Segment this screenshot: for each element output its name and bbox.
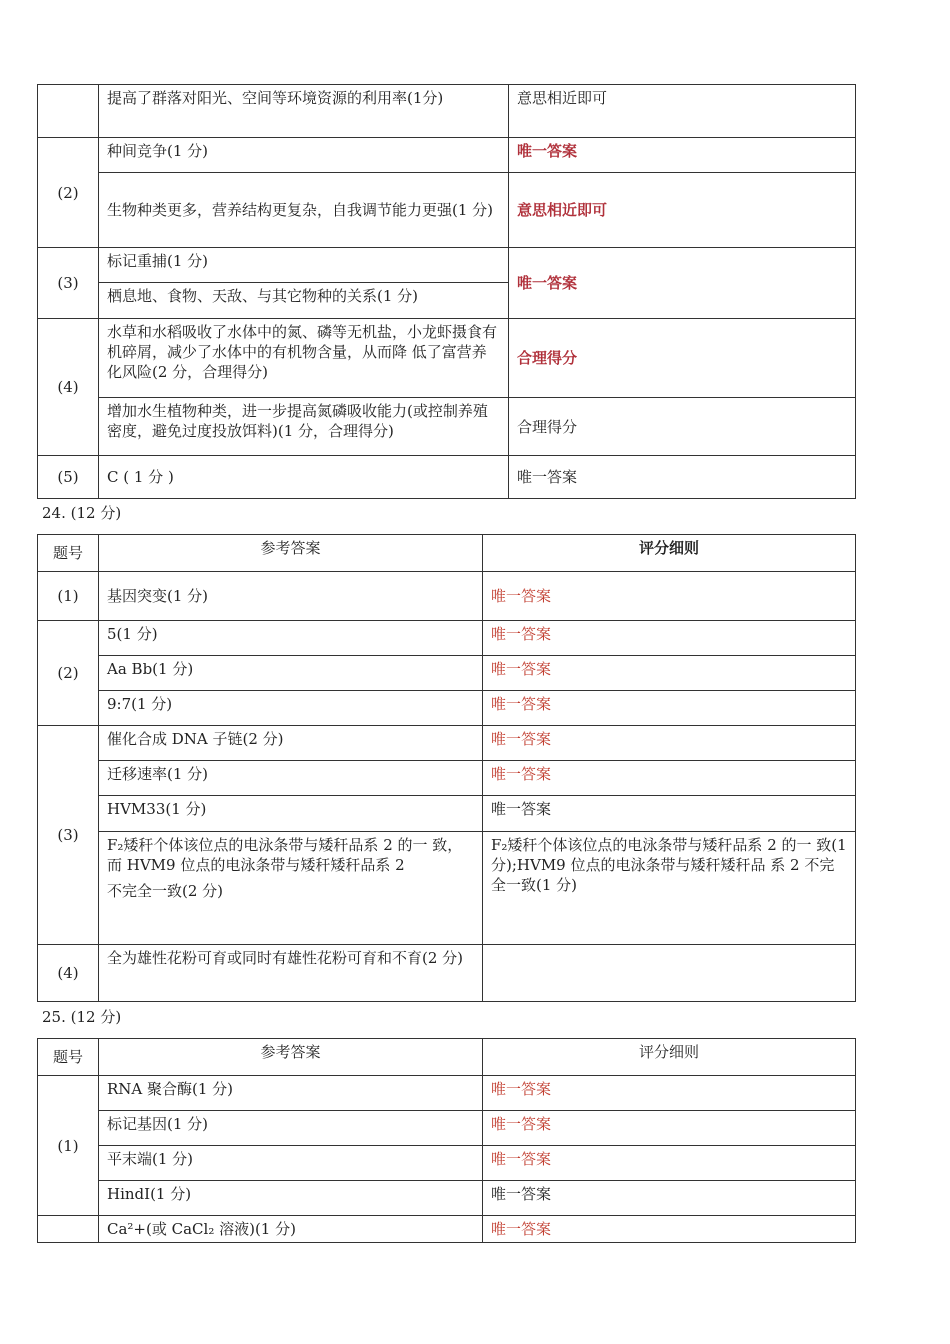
answer-cell: 平末端(1 分): [99, 1146, 483, 1181]
section-title: 24. (12 分): [42, 504, 122, 522]
table-row: [38, 945, 856, 1002]
note-cell: 唯一答案: [483, 761, 856, 796]
note-cell: 唯一答案: [483, 1216, 856, 1243]
table-row: [38, 796, 856, 832]
answer-cell: 5(1 分): [99, 621, 483, 656]
answer-cell: Aa Bb(1 分): [99, 656, 483, 691]
table-row: [38, 1111, 856, 1146]
table-row: [38, 726, 856, 761]
table-row: [38, 761, 856, 796]
table-row: [38, 456, 856, 499]
table-row: [38, 1181, 856, 1216]
answer-cell: [99, 832, 483, 945]
note-cell: [483, 945, 856, 1002]
note-cell: 唯一答案: [483, 1181, 856, 1216]
table-header-row: [38, 1039, 856, 1076]
note-cell: 唯一答案: [483, 656, 856, 691]
note-cell: 唯一答案: [483, 572, 856, 621]
answer-cell: 9:7(1 分): [99, 691, 483, 726]
answer-cell: 栖息地、食物、天敌、与其它物种的关系(1 分): [99, 283, 509, 319]
question-number: (1): [38, 572, 99, 621]
note-cell: 唯一答案: [483, 1076, 856, 1111]
answer-text-continued: 不完全一致(2 分): [107, 882, 224, 900]
question-number: [38, 85, 99, 138]
table-row: [38, 138, 856, 173]
answer-cell: Ca²+(或 CaCl₂ 溶液)(1 分): [99, 1216, 483, 1243]
question-number: (2): [38, 621, 99, 726]
table-row: [38, 1216, 856, 1243]
table-row: [38, 319, 856, 398]
question-number: (3): [38, 248, 99, 319]
table-row: [38, 248, 856, 283]
answer-cell: HindⅠ(1 分): [99, 1181, 483, 1216]
note-cell: F₂矮秆个体该位点的电泳条带与矮秆品系 2 的一 致(1 分);HVM9 位点的电泳条带与矮秆矮秆品 系 2 不完全一致(1 分): [483, 832, 856, 945]
answer-cell: 水草和水稻吸收了水体中的氮、磷等无机盐，小龙虾摄食有机碎屑，减少了水体中的有机物含量，从而降 低了富营养化风险(2 分，合理得分): [99, 319, 509, 398]
note-cell: 唯一答案: [509, 248, 856, 319]
q24-table: [37, 534, 856, 1002]
header-answer: 参考答案: [99, 1039, 483, 1076]
answer-cell: 种间竞争(1 分): [99, 138, 509, 173]
header-num: 题号: [38, 535, 99, 572]
answer-cell: HVM33(1 分): [99, 796, 483, 832]
question-number: (4): [38, 945, 99, 1002]
note-cell: 唯一答案: [483, 691, 856, 726]
question-number: [38, 1216, 99, 1243]
table-row: [38, 572, 856, 621]
table-row: [38, 173, 856, 248]
note-cell: 合理得分: [509, 398, 856, 456]
table-header-row: [38, 535, 856, 572]
answer-cell: 催化合成 DNA 子链(2 分): [99, 726, 483, 761]
header-num: 题号: [38, 1039, 99, 1076]
answer-cell: RNA 聚合酶(1 分): [99, 1076, 483, 1111]
note-cell: 唯一答案: [483, 726, 856, 761]
answer-cell: 标记重捕(1 分): [99, 248, 509, 283]
note-cell: 唯一答案: [483, 796, 856, 832]
note-cell: 唯一答案: [509, 456, 856, 499]
answer-cell: 迁移速率(1 分): [99, 761, 483, 796]
answer-cell: 标记基因(1 分): [99, 1111, 483, 1146]
table-row: [38, 621, 856, 656]
answer-cell: 增加水生植物种类，进一步提高氮磷吸收能力(或控制养殖密度，避免过度投放饵料)(1 分，合理得分): [99, 398, 509, 456]
question-number: (4): [38, 319, 99, 456]
question-number: (2): [38, 138, 99, 248]
table-row: [38, 85, 856, 138]
answer-cell: C ( 1 分 ): [99, 456, 509, 499]
answer-cell: 基因突变(1 分): [99, 572, 483, 621]
note-cell: 唯一答案: [483, 1146, 856, 1181]
table-row: [38, 1076, 856, 1111]
answer-text: F₂矮秆个体该位点的电泳条带与矮秆品系 2 的一 致，而 HVM9 位点的电泳条带与矮秆矮秆品系 2: [107, 836, 463, 874]
table-row: [38, 691, 856, 726]
q25-table: [37, 1038, 856, 1243]
note-cell: 唯一答案: [509, 138, 856, 173]
table-row: [38, 656, 856, 691]
table-row: [38, 832, 856, 945]
note-cell: 意思相近即可: [509, 85, 856, 138]
answer-cell: 全为雄性花粉可育或同时有雄性花粉可育和不育(2 分): [99, 945, 483, 1002]
note-cell: 唯一答案: [483, 621, 856, 656]
answer-cell: 生物种类更多，营养结构更复杂，自我调节能力更强(1 分): [99, 173, 509, 248]
note-cell: 唯一答案: [483, 1111, 856, 1146]
table-row: [38, 1146, 856, 1181]
question-number: (5): [38, 456, 99, 499]
header-note: 评分细则: [483, 535, 856, 572]
question-number: (3): [38, 726, 99, 945]
header-answer: 参考答案: [99, 535, 483, 572]
section-title: 25. (12 分): [42, 1008, 122, 1026]
answer-cell: 提高了群落对阳光、空间等环境资源的利用率(1分): [99, 85, 509, 138]
note-cell: 意思相近即可: [509, 173, 856, 248]
note-cell: 合理得分: [509, 319, 856, 398]
question-number: (1): [38, 1076, 99, 1216]
table-row: [38, 398, 856, 456]
q23-table: [37, 84, 856, 499]
header-note: 评分细则: [483, 1039, 856, 1076]
